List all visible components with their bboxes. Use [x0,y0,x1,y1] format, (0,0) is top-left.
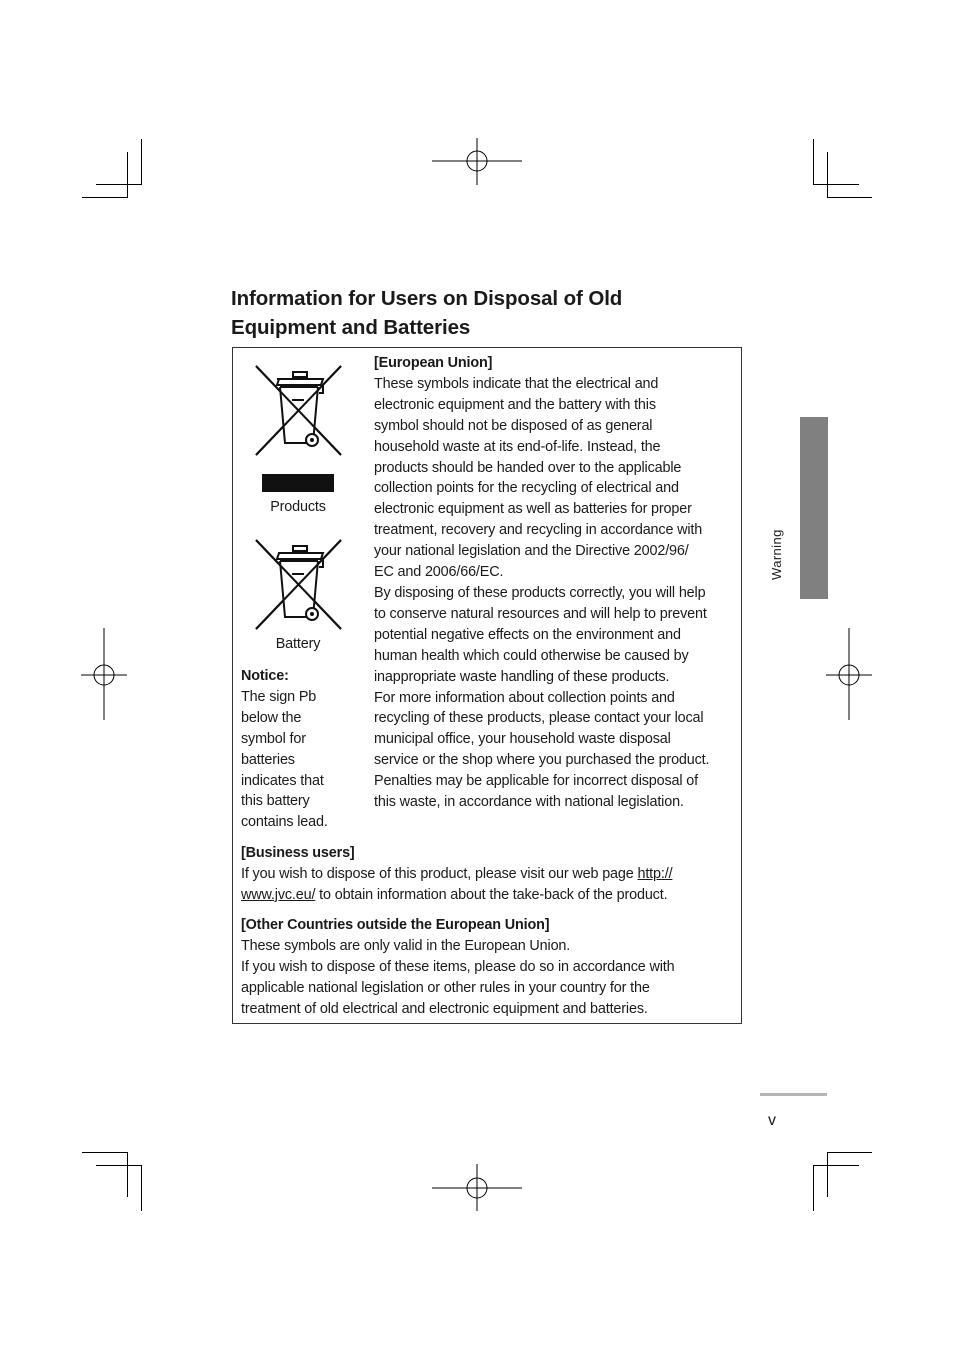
notice-body: The sign Pb below the symbol for batteries indicates that this battery contains lead. [241,688,328,831]
business-text-before: If you wish to dispose of this product, please visit our web page [241,865,638,882]
other-body: These symbols are only valid in the European Union. If you wish to dispose of these items, please do so in accordance with applicable national legislation or other rules in your country for the treatment of old electrical and electronic equipment and batteries. [241,937,675,1017]
crossed-out-wheelie-bin-icon [253,537,345,632]
business-text-after: to obtain information about the take-back of the product. [315,886,668,903]
business-body [241,864,736,906]
business-section [241,843,736,906]
section-tab-label: Warning [769,529,784,580]
page-title: Information for Users on Disposal of Old Equipment and Batteries [231,287,623,339]
notice [241,666,366,833]
registration-mark-left [81,628,129,722]
section-tab [800,417,828,599]
other-countries-section [241,915,736,1020]
jvc-link-part1[interactable]: http:// [637,865,673,882]
registration-mark-bottom [432,1164,524,1212]
registration-mark-right [826,628,874,722]
products-label: Products [270,499,326,515]
jvc-link-part2[interactable]: www.jvc.eu/ [241,886,316,903]
business-heading: [Business users] [241,845,355,861]
notice-heading: Notice: [241,668,289,684]
registration-mark-top [432,138,524,186]
eu-body: These symbols indicate that the electrical and electronic equipment and the battery with this symbol should not be disposed of as general household waste at its end-of-life. Instead, the products should be handed over to the applicable collection points for the recycling of electrical and electronic equipment as well as batteries for proper treatment, recovery and recycling in accordance with your national legislation and the Directive 2002/96/ EC and 2006/66/EC. By disposing of these products correctly, you will help to conserve natural resources and will help to prevent potential negative effects on the environment and human health which could otherwise be caused by inappropriate waste handling of these products. For more information about collection points and recycling of these products, please contact your local municipal office, your household waste disposal service or the shop where you purchased the product. Penalties may be applicable for incorrect disposal of this waste, in accordance with national legislation. [374,375,710,811]
other-heading: [Other Countries outside the European Union] [241,917,550,933]
products-bar [262,474,334,492]
battery-label: Battery [275,636,321,652]
eu-section [374,353,739,813]
crossed-out-wheelie-bin-icon [253,363,345,458]
eu-heading: [European Union] [374,355,493,371]
page-number-rule [760,1093,827,1096]
page-number: v [768,1112,776,1129]
